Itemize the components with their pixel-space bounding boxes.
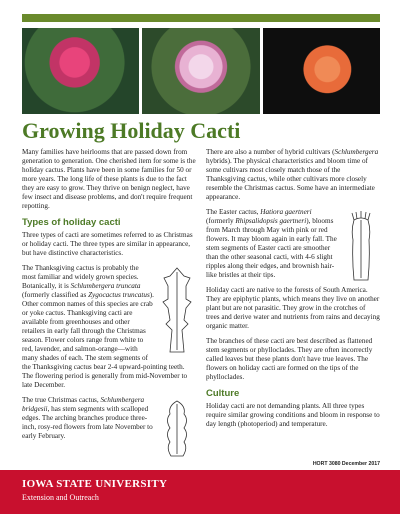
orange-cactus-flower-photo (263, 28, 380, 114)
types-heading: Types of holiday cacti (22, 217, 121, 228)
culture-paragraph: Holiday cacti are not demanding plants. All three types require similar growing conditions and bloom in response to day length (photoperiod) and temperature. (206, 402, 380, 428)
easter-stem-drawing (342, 210, 380, 282)
page-title: Growing Holiday Cacti (22, 118, 241, 143)
phylloclade-paragraph: The branches of these cacti are best described as flattened stem segments or phylloclades. They are often incorrectly called leaves but these plants don't have true leaves. The flowers on holiday cacti are formed on the tips of the phylloclades. (206, 337, 373, 381)
university-logo-text: IOWA STATE UNIVERSITY (22, 478, 168, 490)
christmas-paragraph: The true Christmas cactus, Schlumbergera bridgesii, has stem segments with scalloped edges. The arching branches produce three-inch, rosy-red flowers from late November to early February. (22, 396, 196, 441)
extension-text: Extension and Outreach (22, 493, 99, 502)
culture-heading: Culture (206, 388, 240, 399)
easter-paragraph: The Easter cactus, Hatiora gaertneri (formerly Rhipsalidopsis gaertneri), blooms from March through May with pink or red flowers. It may bloom again in early fall. The stem segments of Easter cacti are smoother than the other seasonal cacti, with 4-6 slight ripples along their edges, and brownish hair-like bristles at their tips. (206, 208, 380, 280)
intro-paragraph: Many families have heirlooms that are passed down from generation to generation. One cherished item for some is the holiday cactus. Plants have been in some families for 50 or more years. The long life of these plants is due to the fact they are easy to grow. They thrive on benign neglect, have few insect and disease problems, and don't require frequent repotting. (22, 148, 196, 210)
photo-strip (22, 28, 380, 114)
header-bar (22, 14, 380, 22)
native-paragraph: Holiday cacti are native to the forests of South America. They are epiphytic plants, which means they live on another plant but are not parasitic. They grow in the crotches of trees and derive water and nutrients from rains and decaying organic matter. (206, 286, 380, 330)
thanksgiving-stem-drawing (158, 266, 196, 354)
white-cactus-flower-photo (142, 28, 259, 114)
types-paragraph: Three types of cacti are sometimes referred to as Christmas or holiday cacti. The three types are similar in appearance, but have distinctive characteristics. (22, 231, 193, 257)
pink-cactus-flower-photo (22, 28, 139, 114)
thanksgiving-paragraph: The Thanksgiving cactus is probably the most familiar and widely grown species. Botanically, it is Schlumbergera truncata (formerly classified as Zygocactus truncatus). Other common names of this species are crab or yoke cactus. Thanksgiving cacti are available from greenhouses and other retailers in early fall through the Christmas season. Flower colors range from white to red, lavender, and salmon-orange—with many shades of each. The stem segments of the Thanksgiving cactus bear 2-4 upward-pointing teeth. The flowering period is generally from mid-November to late December. (22, 264, 196, 390)
left-column (22, 148, 196, 461)
christmas-stem-drawing (158, 398, 196, 458)
publication-code: HORT 3080 December 2017 (312, 461, 380, 467)
footer-bar (0, 470, 400, 514)
hybrid-paragraph: There are also a number of hybrid cultivars (Schlumbergera hybrids). The physical characteristics and bloom time of some cultivars most closely match those of the Thanksgiving cactus, while other cultivars more closely resemble the Christmas cactus. Some have an intermediate appearance. (206, 148, 379, 201)
right-column (206, 148, 380, 435)
